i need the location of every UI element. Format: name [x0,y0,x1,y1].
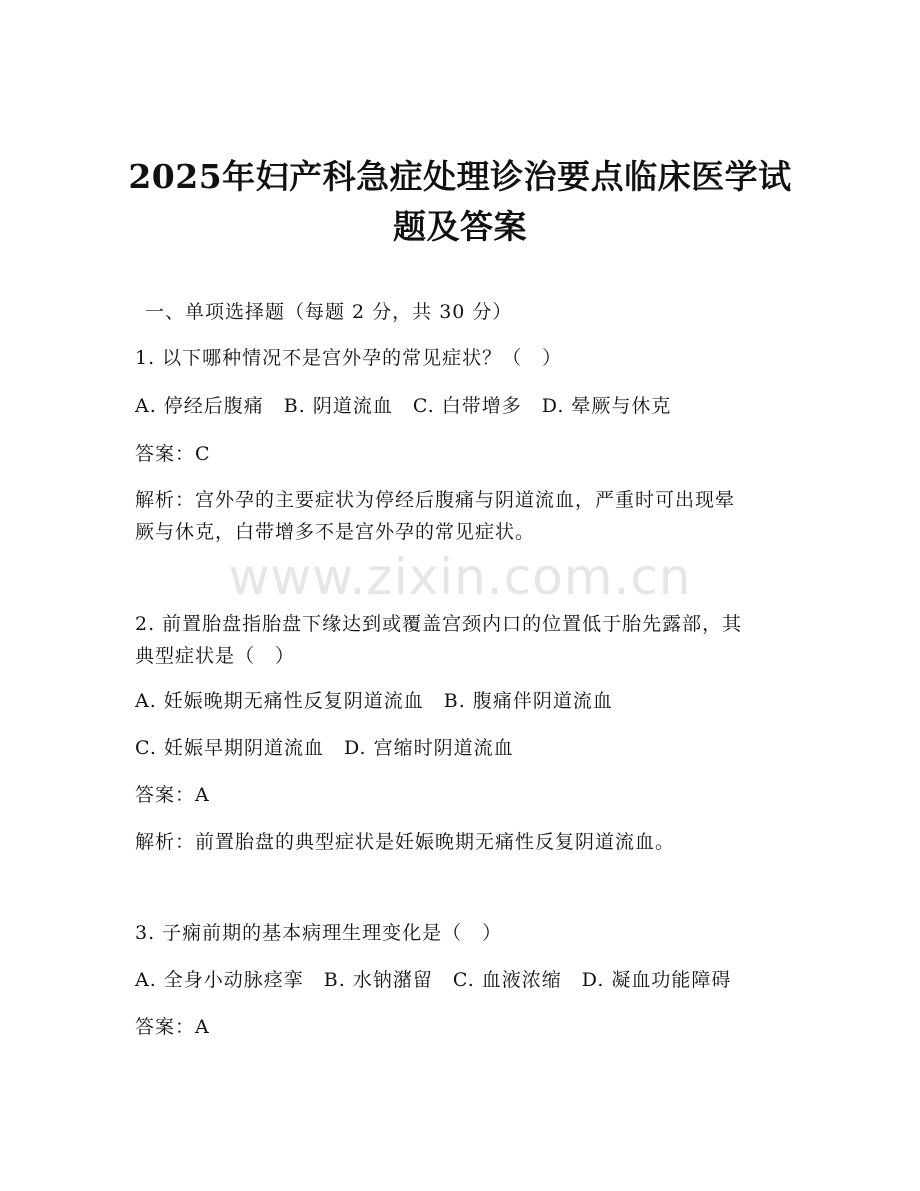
question-2-options-line-2: C. 妊娠早期阴道流血 D. 宫缩时阴道流血 [135,737,514,759]
question-2-stem-line-2: 典型症状是（ ） [135,645,296,667]
question-1-analysis-line-2: 厥与休克，白带增多不是宫外孕的常见症状。 [135,521,536,543]
question-2-analysis: 解析：前置胎盘的典型症状是妊娠晚期无痛性反复阴道流血。 [135,831,676,853]
question-3-options: A. 全身小动脉痉挛 B. 水钠潴留 C. 血液浓缩 D. 凝血功能障碍 [135,969,732,991]
title-line-2: 题及答案 [393,207,527,246]
watermark-text: www.zixin.com.cn [228,548,692,606]
question-1-stem: 1. 以下哪种情况不是宫外孕的常见症状？（ ） [135,347,563,369]
question-1-options: A. 停经后腹痛 B. 阴道流血 C. 白带增多 D. 晕厥与休克 [135,395,672,417]
question-2-options-line-1: A. 妊娠晚期无痛性反复阴道流血 B. 腹痛伴阴道流血 [135,690,613,712]
question-3-answer: 答案：A [135,1016,210,1038]
question-2-stem-line-1: 2. 前置胎盘指胎盘下缘达到或覆盖宫颈内口的位置低于胎先露部，其 [135,613,743,635]
question-1-answer: 答案：C [135,443,211,465]
title-line-1: 2025年妇产科急症处理诊治要点临床医学试 [128,157,792,196]
question-1-analysis-line-1: 解析：宫外孕的主要症状为停经后腹痛与阴道流血，严重时可出现晕 [135,489,736,511]
question-2-answer: 答案：A [135,784,210,806]
section-heading: 一、单项选择题（每题 2 分，共 30 分） [145,301,513,323]
document-title [90,152,830,252]
question-3-stem: 3. 子痫前期的基本病理生理变化是（ ） [135,922,503,944]
